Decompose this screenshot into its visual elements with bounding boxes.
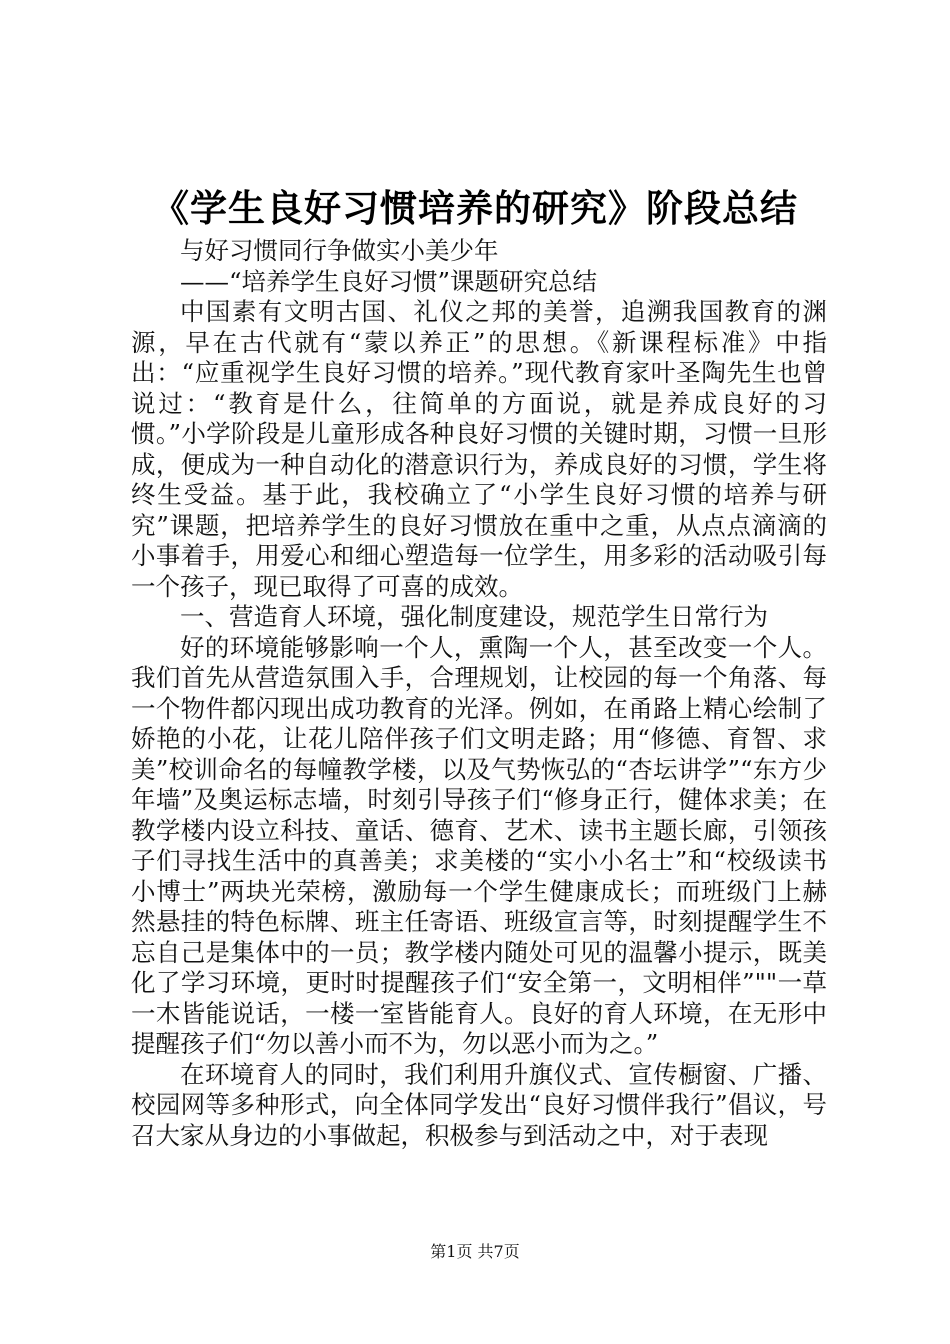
subtitle-secondary-line: ——“培养学生良好习惯”课题研究总结 bbox=[180, 266, 598, 296]
section-heading: 一、营造育人环境，强化制度建设，规范学生日常行为 bbox=[180, 602, 768, 631]
body-paragraph: 中国素有文明古国、礼仪之邦的美誉，追溯我国教育的渊源，早在古代就有“蒙以养正”的思想。《新课程标准》中指出：“应重视学生良好习惯的培养。”现代教育家叶圣陶先生也曾说过：“教育是什么，往简单的方面说，就是养成良好的习惯。”小学阶段是儿童形成各种良好习惯的关键时期，习惯一旦形成，便成为一种自动化的潜意识行为，养成良好的习惯，学生将终生受益。基于此，我校确立了“小学生良好习惯的培养与研究”课题，把培养学生的良好习惯放在重中之重，从点点滴滴的小事着手，用爱心和细心塑造每一位学生，用多彩的活动吸引每一个孩子，现已取得了可喜的成效。 bbox=[131, 297, 827, 601]
document-title: 《学生良好习惯培养的研究》阶段总结 bbox=[152, 187, 798, 230]
document-body bbox=[131, 236, 827, 1151]
body-paragraph: 好的环境能够影响一个人，熏陶一个人，甚至改变一个人。我们首先从营造氛围入手，合理规划，让校园的每一个角落、每一个物件都闪现出成功教育的光泽。例如，在甬路上精心绘制了娇艳的小花，让花儿陪伴孩子们文明走路；用“修德、育智、求美”校训命名的每幢教学楼，以及气势恢弘的“杏坛讲学”“东方少年墙”及奥运标志墙，时刻引导孩子们“修身正行，健体求美；在教学楼内设立科技、童话、德育、艺术、读书主题长廊，引领孩子们寻找生活中的真善美；求美楼的“实小小名士”和“校级读书小博士”两块光荣榜，激励每一个学生健康成长；而班级门上赫然悬挂的特色标牌、班主任寄语、班级宣言等，时刻提醒学生不忘自己是集体中的一员；教学楼内随处可见的温馨小提示，既美化了学习环境，更时时提醒孩子们“安全第一，文明相伴”""一草一木皆能说话，一楼一室皆能育人。良好的育人环境，在无形中提醒孩子们“勿以善小而不为，勿以恶小而为之。” bbox=[131, 632, 827, 1058]
body-paragraph: 在环境育人的同时，我们利用升旗仪式、宣传橱窗、广播、校园网等多种形式，向全体同学发出“良好习惯伴我行”倡议，号召大家从身边的小事做起，积极参与到活动之中，对于表现 bbox=[131, 1059, 827, 1150]
page-number-footer: 第1页 共7页 bbox=[430, 1242, 520, 1261]
subtitle-line: 与好习惯同行争做实小美少年 bbox=[180, 236, 499, 265]
